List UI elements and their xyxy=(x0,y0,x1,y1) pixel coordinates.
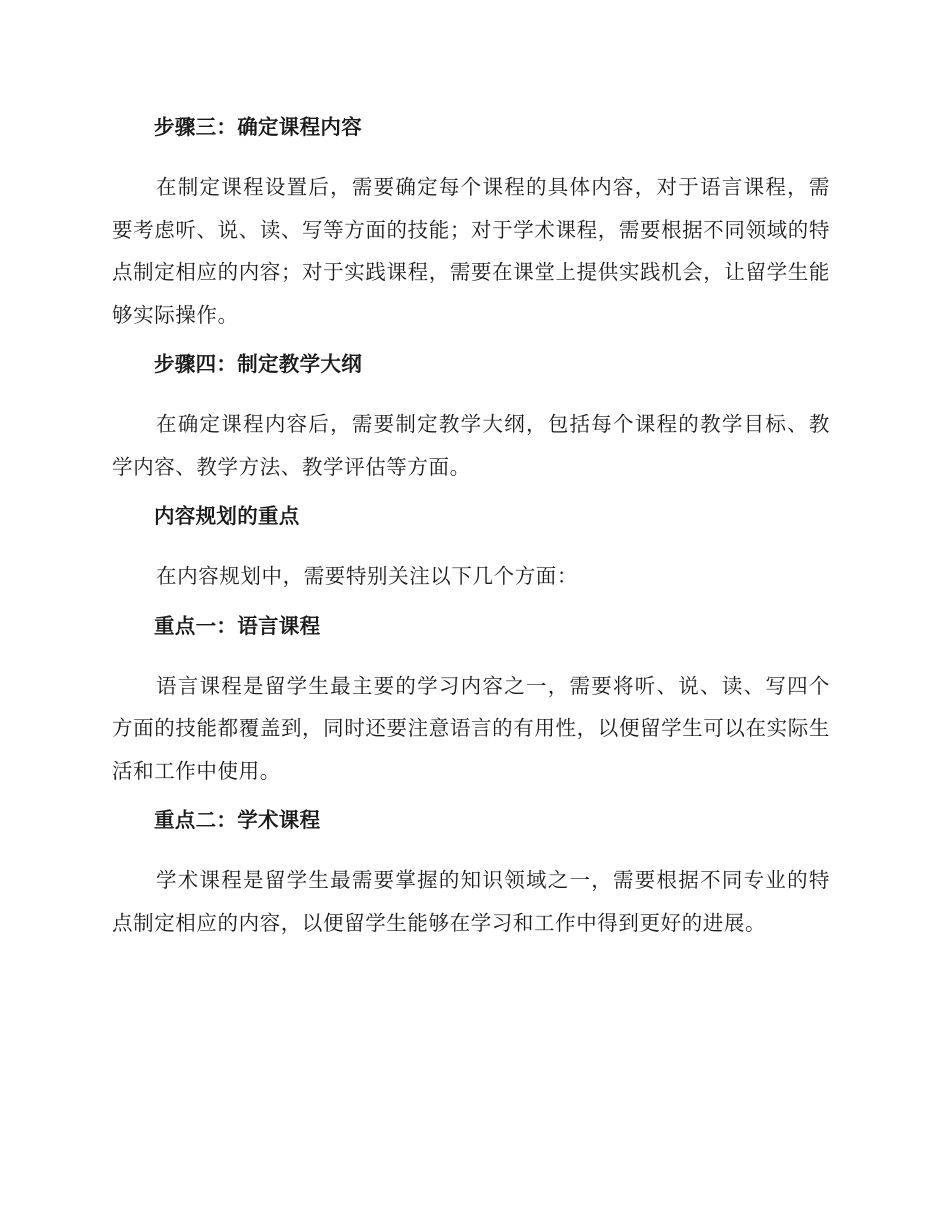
paragraph-academic-course: 学术课程是留学生最需要掌握的知识领域之一，需要根据不同专业的特点制定相应的内容，以便留学生能够在学习和工作中得到更好的进展。 xyxy=(112,868,830,935)
section-heading-step-three: 步骤三：确定课程内容 xyxy=(154,115,362,139)
section-heading-step-four: 步骤四：制定教学大纲 xyxy=(154,352,362,376)
section-heading-focus-two: 重点二：学术课程 xyxy=(154,808,321,832)
paragraph-language-course: 语言课程是留学生最主要的学习内容之一，需要将听、说、读、写四个方面的技能都覆盖到，同时还要注意语言的有用性，以便留学生可以在实际生活和工作中使用。 xyxy=(112,673,830,783)
section-heading-focus-one: 重点一：语言课程 xyxy=(154,613,321,638)
paragraph-focus-intro: 在内容规划中，需要特别关注以下几个方面： xyxy=(156,564,578,588)
paragraph-syllabus: 在确定课程内容后，需要制定教学大纲，包括每个课程的教学目标、教学内容、教学方法、教学评估等方面。 xyxy=(112,412,830,479)
document-body xyxy=(112,111,830,956)
section-heading-planning-focus: 内容规划的重点 xyxy=(154,504,300,528)
paragraph-course-content: 在制定课程设置后，需要确定每个课程的具体内容，对于语言课程，需要考虑听、说、读、写等方面的技能；对于学术课程，需要根据不同领域的特点制定相应的内容；对于实践课程，需要在课堂上提供实践机会，让留学生能够实际操作。 xyxy=(112,175,830,327)
